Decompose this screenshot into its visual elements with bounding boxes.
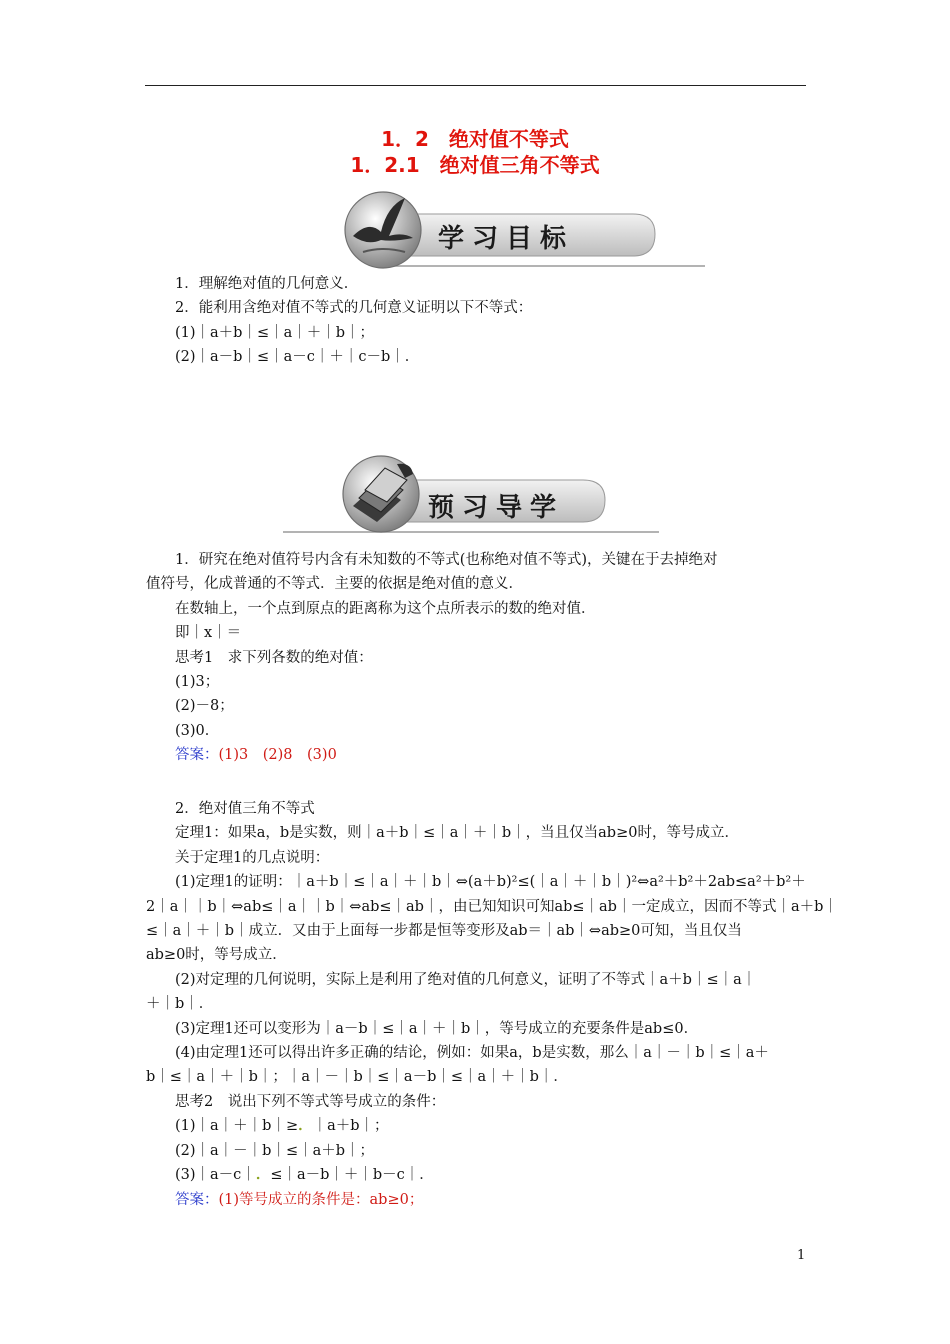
text-line: (2)－8； — [175, 698, 234, 715]
text-line: ≤｜a｜＋｜b｜成立．又由于上面每一步都是恒等变形及ab＝｜ab｜⇔ab≥0可知，当且仅当 — [146, 923, 742, 940]
text-line: 在数轴上，一个点到原点的距离称为这个点所表示的数的绝对值． — [175, 600, 596, 617]
text-line: 思考2 说出下列不等式等号成立的条件： — [175, 1093, 446, 1110]
answer-text: (1)3 (2)8 (3)0 — [218, 747, 337, 764]
text-line: (2)对定理的几何说明，实际上是利用了绝对值的几何意义，证明了不等式｜a＋b｜≤｜a｜ — [175, 971, 757, 988]
emphasis-mark: ． — [255, 1166, 271, 1184]
text-line: 2｜a｜｜b｜⇔ab≤｜a｜｜b｜⇔ab≤｜ab｜，由已知知识可知ab≤｜ab｜一定成立，因而不等式｜a＋b｜ — [146, 898, 838, 915]
subsection-title: 1．2.1 绝对值三角不等式 — [350, 153, 600, 177]
answer-label: 答案： — [175, 747, 219, 764]
goals-list — [146, 272, 806, 370]
text-part: ｜a＋b｜； — [312, 1118, 389, 1135]
text-line: 1．研究在绝对值符号内含有未知数的不等式(也称绝对值不等式)，关键在于去掉绝对 — [175, 552, 718, 568]
text-line: b｜≤｜a｜＋｜b｜；｜a｜－｜b｜≤｜a－b｜≤｜a｜＋｜b｜． — [146, 1069, 568, 1086]
text-line: (3)定理1还可以变形为｜a－b｜≤｜a｜＋｜b｜，等号成立的充要条件是ab≤0． — [175, 1020, 699, 1037]
text-line: ＋｜b｜． — [146, 996, 214, 1013]
goal-line: 1．理解绝对值的几何意义． — [175, 276, 359, 292]
books-icon — [341, 454, 421, 534]
page-number: 1 — [797, 1248, 806, 1263]
banner-learning-goals — [343, 190, 708, 272]
text-line: 2．绝对值三角不等式 — [175, 801, 315, 817]
text-part: (1)｜a｜＋｜b｜≥ — [175, 1118, 299, 1135]
text-line: (1)定理1的证明：｜a＋b｜≤｜a｜＋｜b｜⇔(a＋b)²≤(｜a｜＋｜b｜)²⇔a²＋b²＋2ab≤a²＋b²＋ — [175, 874, 806, 891]
text-line — [146, 1163, 806, 1187]
answer-line — [146, 743, 806, 767]
text-line: 值符号，化成普通的不等式．主要的依据是绝对值的意义． — [146, 576, 523, 593]
flying-bird-icon — [343, 190, 423, 270]
text-line: 关于定理1的几点说明： — [175, 849, 330, 866]
text-part: ≤｜a－b｜＋｜b－c｜． — [270, 1167, 434, 1184]
text-line: (4)由定理1还可以得出许多正确的结论，例如：如果a，b是实数，那么｜a｜－｜b｜≤｜a＋ — [175, 1045, 769, 1062]
text-line: (2)｜a｜－｜b｜≤｜a＋b｜； — [175, 1142, 375, 1159]
preview-section-1 — [146, 548, 806, 768]
text-line: 定理1：如果a，b是实数，则｜a＋b｜≤｜a｜＋｜b｜，当且仅当ab≥0时，等号成立． — [175, 825, 739, 842]
emphasis-mark: ． — [298, 1117, 313, 1135]
answer-line — [146, 1188, 806, 1212]
text-line: 思考1 求下列各数的绝对值： — [175, 649, 373, 666]
text-line: (1)3； — [175, 674, 220, 691]
header-rule — [145, 85, 806, 86]
banner-learning-goals-label: 学习目标 — [438, 224, 575, 254]
text-line: 即｜x｜＝ — [175, 625, 242, 642]
text-line: (3)0． — [175, 722, 220, 739]
goal-line: (1)｜a＋b｜≤｜a｜＋｜b｜； — [175, 324, 375, 341]
answer-label: 答案： — [175, 1191, 219, 1208]
banner-preview-guide — [283, 450, 661, 536]
text-line — [146, 1114, 806, 1138]
goal-line: 2．能利用含绝对值不等式的几何意义证明以下不等式： — [175, 300, 533, 317]
text-part: (3)｜a－c｜ — [175, 1167, 256, 1184]
banner-preview-guide-label: 预习导学 — [428, 493, 565, 523]
answer-text: (1)等号成立的条件是：ab≥0； — [218, 1191, 424, 1208]
text-line: ab≥0时，等号成立． — [146, 947, 287, 964]
goal-line: (2)｜a－b｜≤｜a－c｜＋｜c－b｜． — [175, 349, 420, 366]
preview-section-2 — [146, 797, 838, 1212]
section-title: 1．2 绝对值不等式 — [381, 127, 569, 151]
